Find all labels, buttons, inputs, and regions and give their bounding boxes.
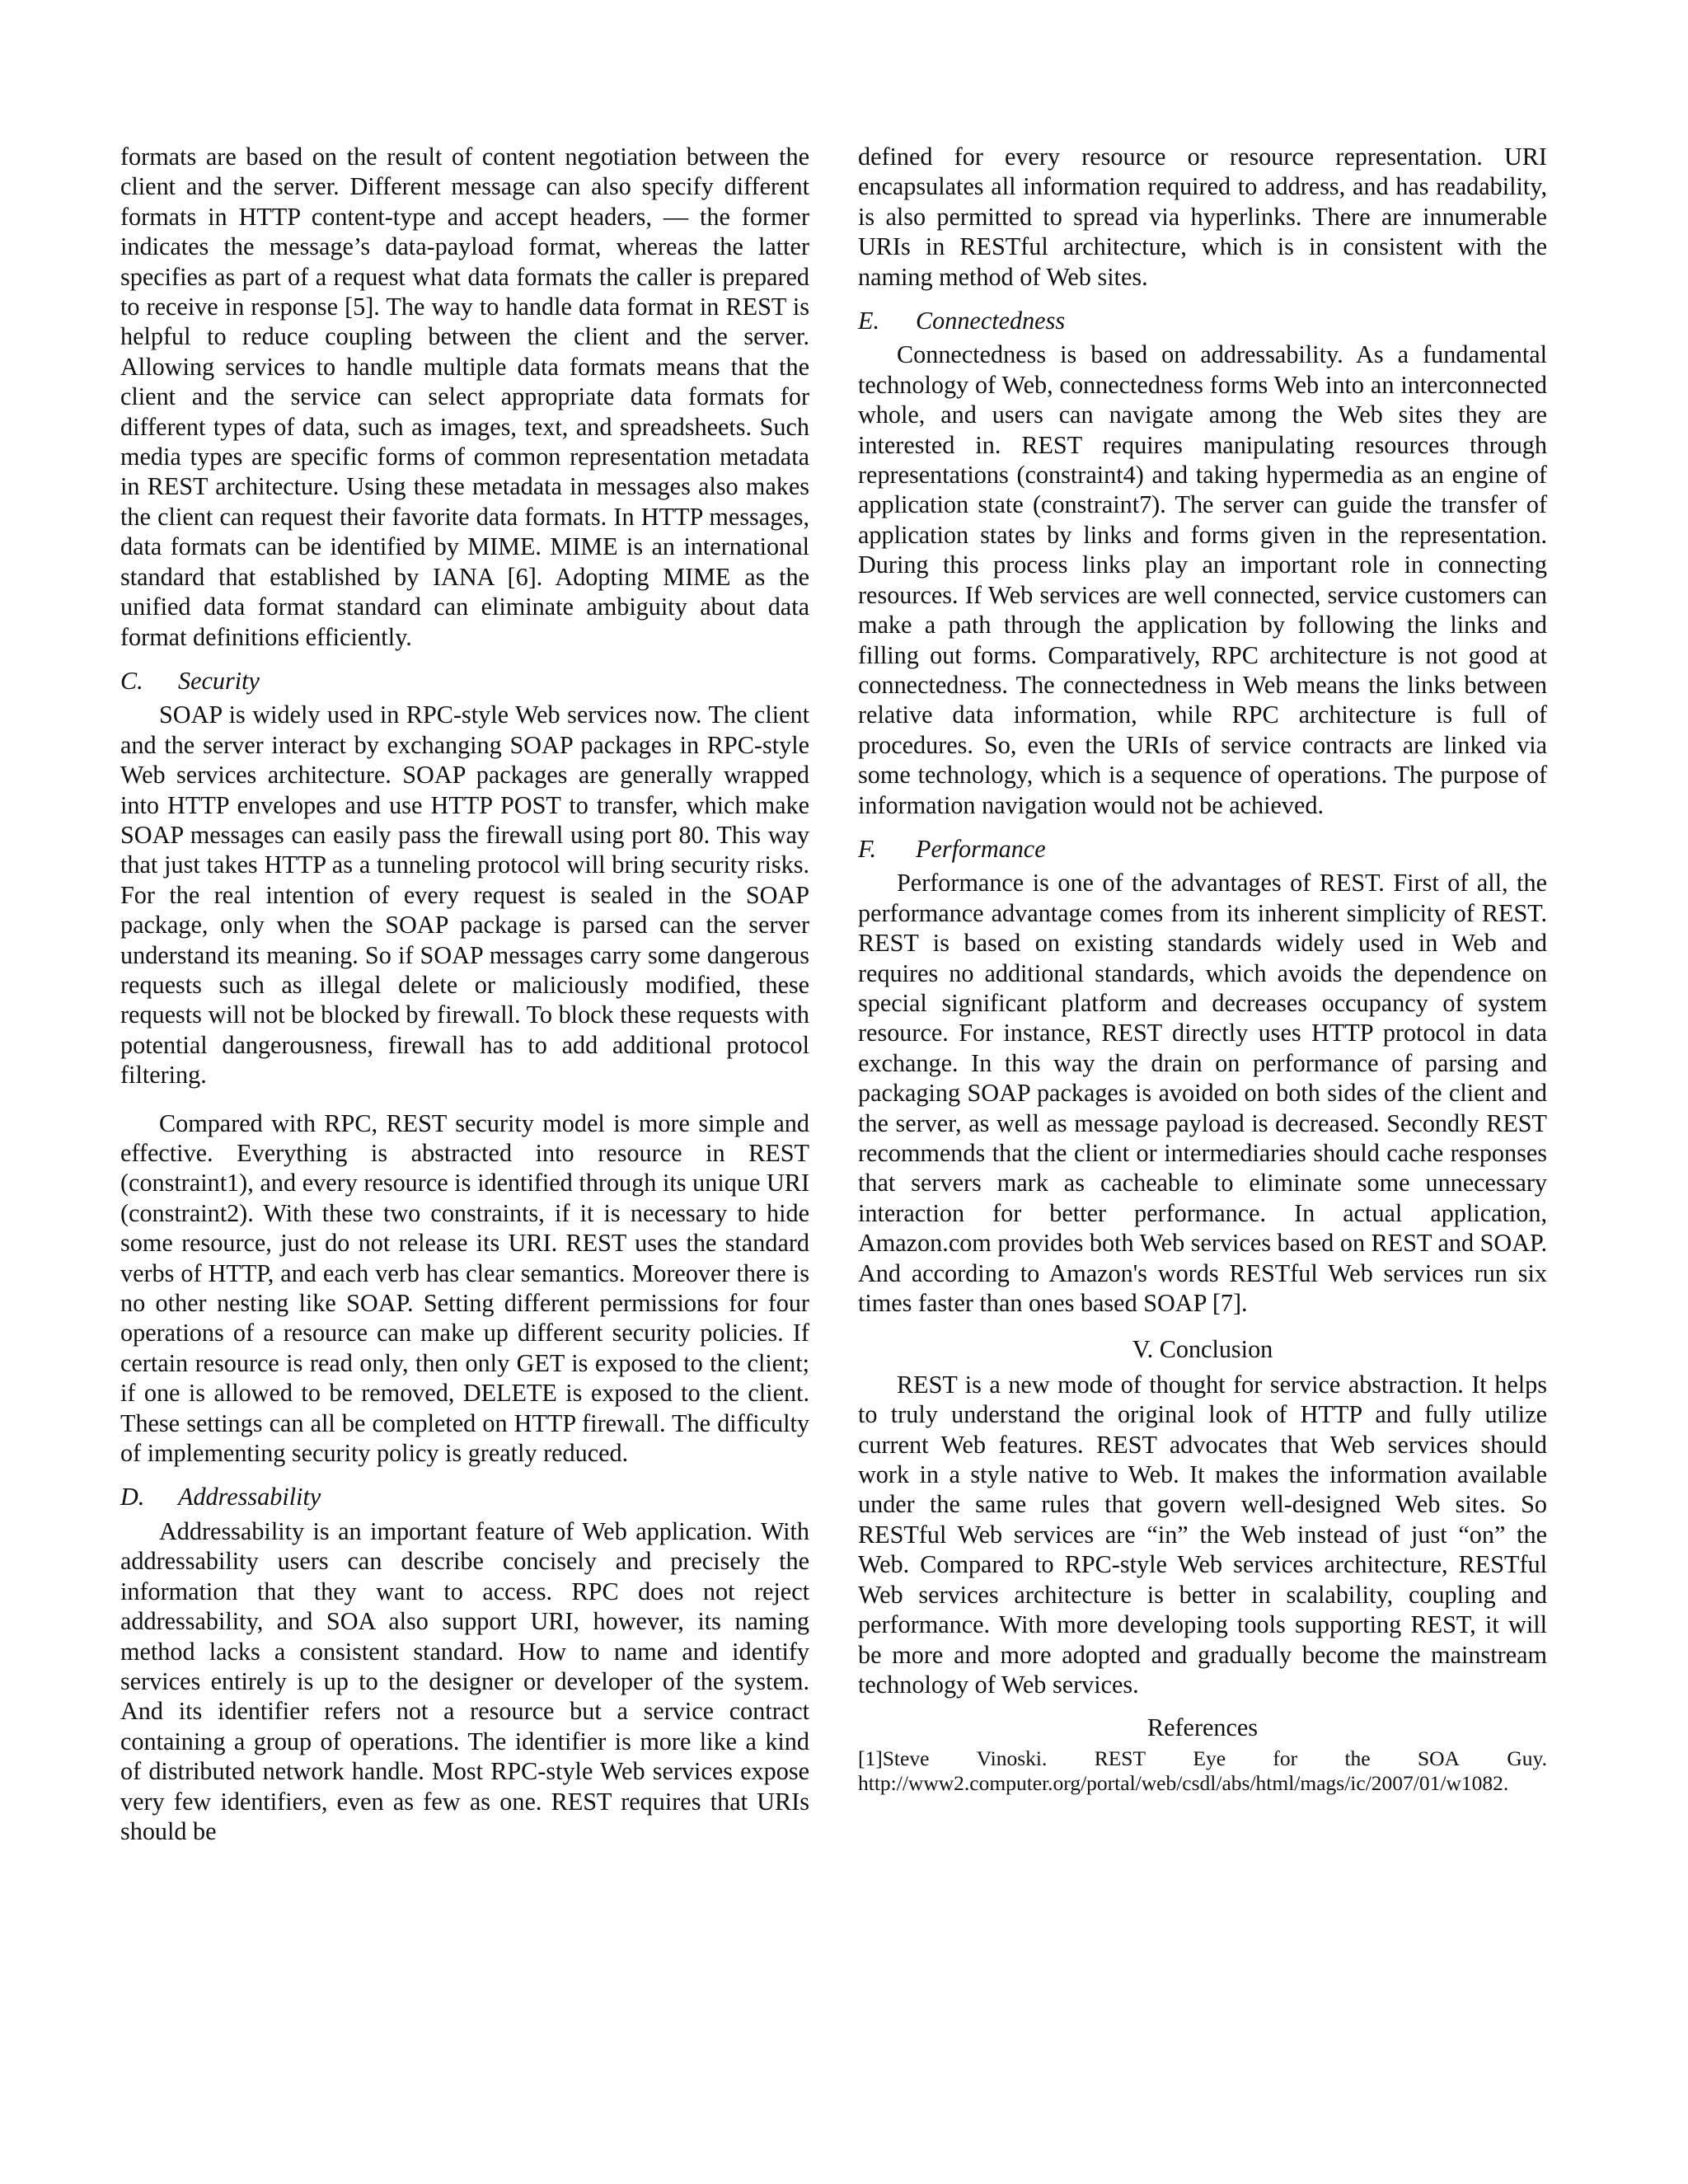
intro-paragraph: formats are based on the result of content negotiation between the client and the server. Different message can also specify different formats in HTTP content-type and accept headers, — the former indicates the message’s data-payload format, whereas the latter specifies as part of a request what data formats the caller is prepared to receive in response [5]. The way to handle data format in REST is helpful to reduce coupling between the client and the server. Allowing services to handle multiple data formats means that the client and the service can select appropriate data formats for different types of data, such as images, text, and spreadsheets. Such media types are specific forms of common representation metadata in REST architecture. Using these metadata in messages also makes the client can request their favorite data formats. In HTTP messages, data formats can be identified by MIME. MIME is an international standard that established by IANA [6]. Adopting MIME as the unified data format standard can eliminate ambiguity about data format definitions efficiently.: [120, 143, 809, 651]
reference-item: [858, 1746, 1547, 1796]
section-heading-security: [120, 666, 809, 696]
section-heading-performance: [858, 834, 1547, 864]
reference-word: REST: [1094, 1746, 1146, 1770]
section-title: Performance: [916, 834, 1046, 863]
left-column: [120, 142, 809, 1846]
addressability-paragraph-1: Addressability is an important feature of Web application. With addressability users can describe concisely and precisely the information that they want to access. RPC does not reject addressability, and SOA also support URI, however, its naming method lacks a consistent standard. How to name and identify services entirely is up to the designer or developer of the system. And its identifier refers not a resource but a service contract containing a group of operations. The identifier is more like a kind of distributed network handle. Most RPC-style Web services expose very few identifiers, even as few as one. REST requires that URIs should be: [120, 1516, 809, 1845]
conclusion-heading: V. Conclusion: [1132, 1335, 1273, 1364]
performance-paragraph-1: Performance is one of the advantages of REST. First of all, the performance advantage comes from its inherent simplicity of REST. REST is based on existing standards widely used in Web and requires no additional standards, which avoids the dependence on special significant platform and decreases occupancy of system resource. For instance, REST directly uses HTTP protocol in data exchange. In this way the drain on performance of parsing and packaging SOAP packages is avoided on both sides of the client and the server, as well as message payload is decreased. Secondly REST recommends that the client or intermediaries should cache responses that servers mark as cacheable to eliminate some unnecessary interaction for better performance. In actual application, Amazon.com provides both Web services based on REST and SOAP. And according to Amazon's words RESTful Web services run six times faster than ones based SOAP [7].: [858, 869, 1547, 1318]
reference-word: SOA: [1417, 1746, 1460, 1770]
reference-word: Eye: [1193, 1746, 1226, 1770]
conclusion-paragraph-1: REST is a new mode of thought for service abstraction. It helps to truly understand the original look of HTTP and fully utilize current Web features. REST advocates that Web services should work in a style native to Web. It makes the information available under the same rules that govern well-designed Web sites. So RESTful Web services are “in” the Web instead of just “on” the Web. Compared to RPC-style Web services architecture, RESTful Web services architecture is better in scalability, coupling and performance. With more developing tools supporting REST, it will be more and more adopted and gradually become the mainstream technology of Web services.: [858, 1370, 1547, 1699]
reference-word: the: [1344, 1746, 1371, 1770]
right-column: [858, 142, 1547, 1796]
reference-word: [1]Steve: [858, 1746, 930, 1770]
section-letter: C.: [120, 666, 143, 695]
section-title: Connectedness: [916, 307, 1066, 335]
references-heading: References: [1146, 1713, 1259, 1742]
reference-word: Vinoski.: [976, 1746, 1048, 1770]
security-paragraph-1: SOAP is widely used in RPC-style Web services now. The client and the server interact by exchanging SOAP packages in RPC-style Web services architecture. SOAP packages are generally wrapped into HTTP envelopes and use HTTP POST to transfer, which make SOAP messages can easily pass the firewall using port 80. This way that just takes HTTP as a tunneling protocol will bring security risks. For the real intention of every request is sealed in the SOAP package, only when the SOAP package is parsed can the server understand its meaning. So if SOAP messages carry some dangerous requests such as illegal delete or maliciously modified, these requests will not be blocked by firewall. To block these requests with potential dangerousness, firewall has to add additional protocol filtering.: [120, 701, 809, 1090]
section-letter: D.: [120, 1483, 145, 1511]
continuation-paragraph: defined for every resource or resource representation. URI encapsulates all information required to address, and has readability, is also permitted to spread via hyperlinks. There are innumerable URIs in RESTful architecture, which is in consistent with the naming method of Web sites.: [858, 143, 1547, 291]
reference-url: http://www2.computer.org/portal/web/csdl/abs/html/mags/ic/2007/01/w1082.: [858, 1770, 1509, 1795]
section-title: Security: [178, 666, 260, 695]
connectedness-paragraph-1: Connectedness is based on addressability. As a fundamental technology of Web, connectedness forms Web into an interconnected whole, and users can navigate among the Web sites they are interested in. REST requires manipulating resources through representations (constraint4) and taking hypermedia as an engine of application state (constraint7). The server can guide the transfer of application states by links and forms given in the representation. During this process links play an important role in connecting resources. If Web services are well connected, service customers can make a path through the application by following the links and filling out forms. Comparatively, RPC architecture is not good at connectedness. The connectedness in Web means the links between relative data information, while RPC architecture is full of procedures. So, even the URIs of service contracts are linked via some technology, which is a sequence of operations. The purpose of information navigation would not be achieved.: [858, 340, 1547, 819]
section-heading-connectedness: [858, 306, 1547, 335]
security-paragraph-2: Compared with RPC, REST security model is more simple and effective. Everything is abstracted into resource in REST (constraint1), and every resource is identified through its unique URI (constraint2). With these two constraints, if it is necessary to hide some resource, just do not release its URI. REST uses the standard verbs of HTTP, and each verb has clear semantics. Moreover there is no other nesting like SOAP. Setting different permissions for four operations of a resource can make up different security policies. If certain resource is read only, then only GET is exposed to the client; if one is allowed to be removed, DELETE is exposed to the client. These settings can all be completed on HTTP firewall. The difficulty of implementing security policy is greatly reduced.: [120, 1108, 809, 1468]
section-heading-addressability: [120, 1482, 809, 1511]
reference-word: Guy.: [1507, 1746, 1547, 1770]
section-letter: E.: [858, 307, 879, 335]
reference-word: for: [1273, 1746, 1298, 1770]
section-title: Addressability: [178, 1483, 321, 1511]
section-letter: F.: [858, 834, 877, 863]
reference-line-1: [858, 1746, 1547, 1771]
